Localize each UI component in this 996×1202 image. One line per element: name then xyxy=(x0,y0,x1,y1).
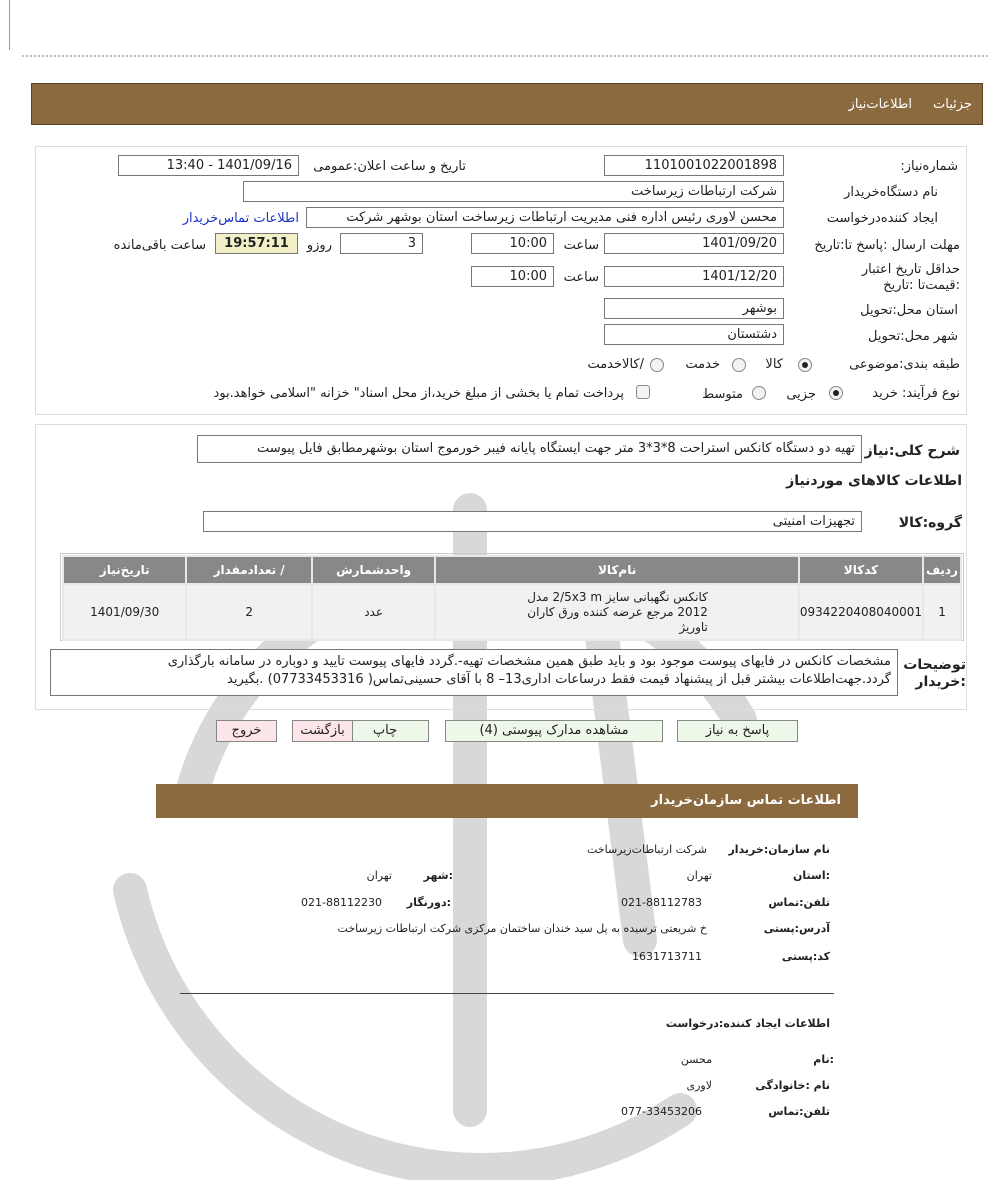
need-number-label: شماره‌نیاز: xyxy=(900,159,958,174)
city-label2: :شهر xyxy=(423,869,453,882)
goods-group-field: تجهیزات امنیتی xyxy=(203,511,862,532)
buyer-contact-link[interactable]: اطلاعات تماس‌خریدار xyxy=(182,211,299,226)
cell-unit: عدد xyxy=(312,584,436,640)
deadline-time-label: ساعت xyxy=(563,238,599,253)
address-value: خ شریعتی ترسیده به پل سید خندان ساختمان مرکزی شرکت ارتباطات زیرساخت xyxy=(337,922,707,935)
deadline-time-field: 10:00 xyxy=(471,233,554,254)
radio-partial-label: جزیی xyxy=(786,387,816,402)
remaining-time-field: 19:57:11 xyxy=(215,233,298,254)
notes-label: توضیحات :خریدار xyxy=(903,657,966,690)
requester-label: ایجاد کننده‌درخواست xyxy=(826,211,938,226)
reply-button[interactable]: پاسخ به نیاز xyxy=(677,720,798,742)
deadline-label: مهلت ارسال :پاسخ تا:تاریخ xyxy=(814,238,960,253)
goods-table xyxy=(62,555,962,641)
table-row xyxy=(63,584,961,640)
validity-date-field: 1401/12/20 xyxy=(604,266,784,287)
cell-name: کانکس نگهبانی سایز 2/5x3 m مدل 2012 مرجع عرضه کننده ورق کاران تاوریژ xyxy=(435,584,799,640)
cphone-label: تلفن:تماس xyxy=(768,1105,830,1118)
summary-label: شرح کلی:نیاز xyxy=(864,443,960,459)
radio-goods-service-label: /کالاخدمت xyxy=(587,357,644,372)
days-field: 3 xyxy=(340,233,423,254)
contact-title: اطلاعات تماس سازمان‌خریدار xyxy=(651,793,841,808)
col-row: ردیف xyxy=(923,556,961,584)
phone-label: تلفن:تماس xyxy=(768,896,830,909)
requester-field: محسن لاوری رئیس اداره فنی مدیریت ارتباطات زیرساخت استان بوشهر شرکت xyxy=(306,207,784,228)
col-name: نام‌کالا xyxy=(435,556,799,584)
family-label: نام :خانوادگی xyxy=(755,1079,830,1092)
col-unit: واحدشمارش xyxy=(312,556,436,584)
name-value: محسن xyxy=(680,1053,712,1066)
goods-title: اطلاعات کالاهای موردنیاز xyxy=(786,473,962,489)
contact-divider xyxy=(180,993,834,994)
city-value2: تهران xyxy=(366,869,392,882)
name-label: :نام xyxy=(813,1053,834,1066)
cphone-value: 077-33453206 xyxy=(621,1105,702,1118)
validity-time-field: 10:00 xyxy=(471,266,554,287)
deadline-date-field: 1401/09/20 xyxy=(604,233,784,254)
creator-title: اطلاعات ایجاد کننده:درخواست xyxy=(665,1017,830,1030)
family-value: لاوری xyxy=(686,1079,712,1092)
col-code: کدکالا xyxy=(799,556,923,584)
org-value: شرکت ارتباطات‌زیرساخت xyxy=(587,843,707,856)
days-label: روزو xyxy=(306,238,332,253)
col-date: تاریخ‌نیاز xyxy=(63,556,186,584)
announce-label: تاریخ و ساعت اعلان:عمومی xyxy=(313,159,466,174)
province-value2: تهران xyxy=(686,869,712,882)
radio-medium-label: متوسط xyxy=(702,387,743,402)
validity-time-label: ساعت xyxy=(563,270,599,285)
radio-goods-service[interactable] xyxy=(650,357,664,372)
payment-text: پرداخت تمام یا بخشی از مبلغ خرید،از محل اسناد" خزانه "اسلامی خواهد.بود xyxy=(213,386,624,401)
province-label: استان محل:تحویل xyxy=(860,303,958,318)
cell-date: 1401/09/30 xyxy=(63,584,186,640)
buyer-org-field: شرکت ارتباطات زیرساخت xyxy=(243,181,784,202)
province-field: بوشهر xyxy=(604,298,784,319)
top-divider xyxy=(22,55,988,57)
announce-field: 1401/09/16 - 13:40 xyxy=(118,155,299,176)
fax-value: 021-88112230 xyxy=(301,896,382,909)
province-label2: :استان xyxy=(793,869,830,882)
cell-code: 0934220408040001 xyxy=(799,584,923,640)
cell-qty: 2 xyxy=(186,584,311,640)
cell-row: 1 xyxy=(923,584,961,640)
radio-goods-label: کالا xyxy=(765,357,783,372)
radio-goods[interactable] xyxy=(798,357,812,372)
radio-partial[interactable] xyxy=(829,385,843,400)
radio-medium[interactable] xyxy=(752,385,766,400)
payment-checkbox[interactable] xyxy=(636,384,650,399)
goods-group-label: گروه:کالا xyxy=(898,515,962,531)
tab-details[interactable]: جزئیات xyxy=(933,97,972,112)
postal-label: کد:پستی xyxy=(781,950,830,963)
category-label: طبقه بندی:موضوعی xyxy=(849,357,960,372)
address-label: آدرس:پستی xyxy=(763,922,830,935)
summary-field: تهیه دو دستگاه کانکس استراحت 8*3*3 متر جهت ایستگاه پایانه فیبر خورموج استان بوشهرمطابق فایل پیوست xyxy=(197,435,862,463)
process-label: نوع فرآیند: خرید xyxy=(872,386,960,401)
tab-need-info[interactable]: اطلاعات‌نیاز xyxy=(848,97,912,112)
fax-label: :دورنگار xyxy=(406,896,451,909)
phone-value: 021-88112783 xyxy=(621,896,702,909)
org-label: نام سازمان:خریدار xyxy=(728,843,830,856)
city-label: شهر محل:تحویل xyxy=(868,329,958,344)
remaining-label: ساعت باقی‌مانده xyxy=(113,238,206,253)
notes-field: مشخصات کانکس در فایهای پیوست موجود بود و باید طبق همین مشخصات تهیه-.گردد فایهای پیوست تایید و دوباره در سامانه بارگذاری گردد.جهت‌اطلاعات بیشتر قبل از پیشنهاد قیمت فقط درساعات اداری13– 8 با آقای حسینی‌تماس( 07733453316) .بگیرید xyxy=(50,649,898,696)
validity-label: حداقل تاریخ اعتبار :قیمت‌تا :تاریخ xyxy=(861,262,960,293)
buyer-org-label: نام دستگاه‌خریدار xyxy=(844,185,938,200)
radio-service[interactable] xyxy=(732,357,746,372)
back-button[interactable]: بازگشت xyxy=(292,720,353,742)
city-field: دشتستان xyxy=(604,324,784,345)
left-rule xyxy=(9,0,10,50)
col-qty: / تعدادمقدار xyxy=(186,556,311,584)
header-bar xyxy=(31,83,983,125)
radio-service-label: خدمت xyxy=(685,357,720,372)
need-number-field: 1101001022001898 xyxy=(604,155,784,176)
exit-button[interactable]: خروج xyxy=(216,720,277,742)
postal-value: 1631713711 xyxy=(632,950,702,963)
attachments-button[interactable]: مشاهده مدارک پیوستی (4) xyxy=(445,720,663,742)
print-button[interactable]: چاپ xyxy=(341,720,429,742)
